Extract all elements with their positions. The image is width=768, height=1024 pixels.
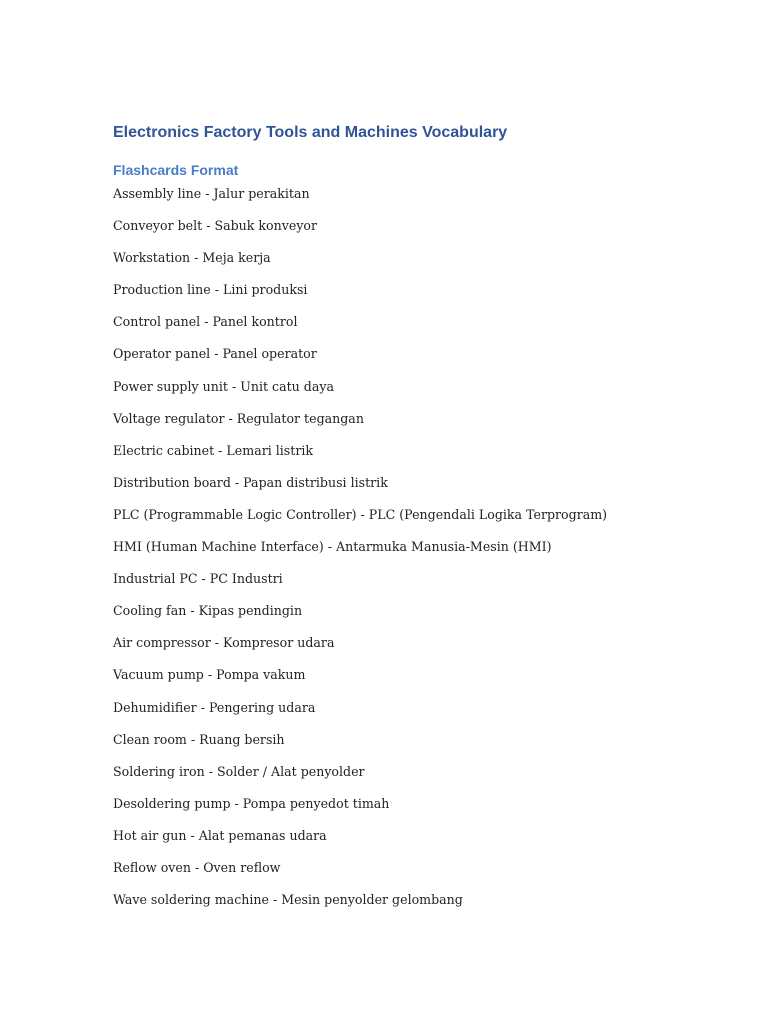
- vocabulary-entry: Wave soldering machine - Mesin penyolder gelombang: [113, 892, 463, 908]
- vocabulary-entry: HMI (Human Machine Interface) - Antarmuka Manusia-Mesin (HMI): [113, 539, 552, 555]
- vocabulary-entry: PLC (Programmable Logic Controller) - PLC (Pengendali Logika Terprogram): [113, 506, 608, 522]
- vocabulary-entry: Production line - Lini produksi: [113, 282, 308, 298]
- vocabulary-entry: Conveyor belt - Sabuk konveyor: [113, 218, 318, 234]
- document-title: Electronics Factory Tools and Machines Vocabulary: [113, 124, 508, 141]
- vocabulary-entry: Reflow oven - Oven reflow: [113, 859, 281, 875]
- vocabulary-entry: Control panel - Panel kontrol: [113, 314, 298, 330]
- vocabulary-entry: Clean room - Ruang bersih: [113, 731, 285, 747]
- vocabulary-list: [113, 185, 607, 923]
- vocabulary-entry: Industrial PC - PC Industri: [113, 571, 283, 587]
- vocabulary-entry: Cooling fan - Kipas pendingin: [113, 603, 303, 619]
- vocabulary-entry: Soldering iron - Solder / Alat penyolder: [113, 763, 365, 779]
- vocabulary-entry: Vacuum pump - Pompa vakum: [113, 667, 306, 683]
- vocabulary-entry: Power supply unit - Unit catu daya: [113, 378, 334, 394]
- vocabulary-entry: Electric cabinet - Lemari listrik: [113, 442, 314, 458]
- vocabulary-entry: Desoldering pump - Pompa penyedot timah: [113, 795, 390, 811]
- vocabulary-entry: Air compressor - Kompresor udara: [113, 635, 335, 651]
- section-heading: Flashcards Format: [113, 162, 239, 178]
- vocabulary-entry: Workstation - Meja kerja: [113, 250, 271, 266]
- vocabulary-entry: Distribution board - Papan distribusi listrik: [113, 474, 388, 490]
- vocabulary-entry: Voltage regulator - Regulator tegangan: [113, 410, 364, 426]
- vocabulary-entry: Assembly line - Jalur perakitan: [113, 186, 310, 201]
- vocabulary-entry: Hot air gun - Alat pemanas udara: [113, 827, 327, 843]
- vocabulary-entry: Dehumidifier - Pengering udara: [113, 699, 316, 715]
- vocabulary-entry: Operator panel - Panel operator: [113, 346, 317, 362]
